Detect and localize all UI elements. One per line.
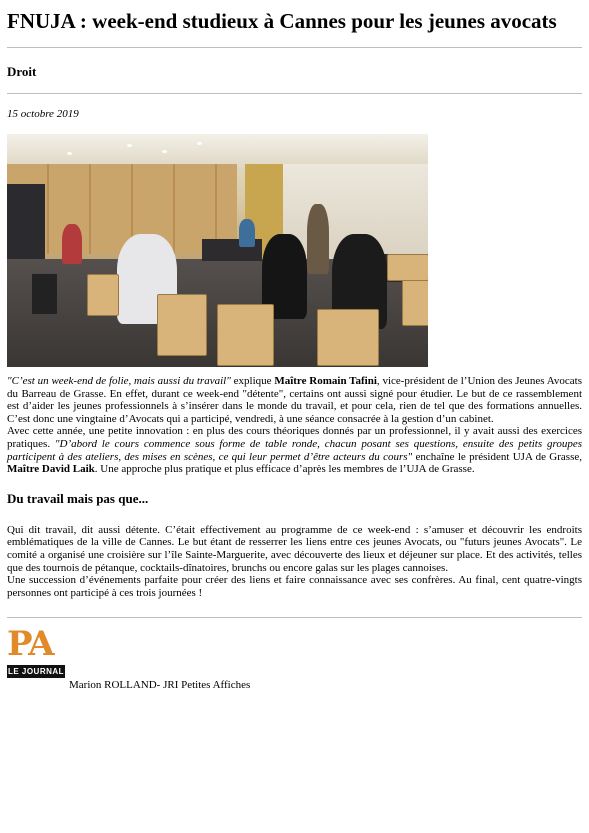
article-author: Marion ROLLAND- JRI Petites Affiches bbox=[69, 679, 251, 692]
article-photo bbox=[7, 134, 428, 367]
logo-bar: LE JOURNAL bbox=[7, 667, 65, 677]
petites-affiches-logo[interactable] bbox=[7, 625, 67, 683]
article-category[interactable]: Droit bbox=[7, 64, 37, 79]
section-heading: Du travail mais pas que... bbox=[7, 490, 149, 506]
section-paragraph-1: Qui dit travail, dit aussi détente. C’était effectivement au programme de ce week-end : s’amuser et découvrir les endroits emblématiques de la ville de Cannes. Le but étant de resserrer les liens entre ces jeunes Avocats, ou "futurs jeunes Avocats". Le comité a organisé une croisière sur l’île Sainte-Marguerite, avec découverte des lieux et déjeuner sur place. Et des activités, telles que des tournois de pétanque, cocktails-dînatoires, brunchs ou encore galas sur les plages cannoises. bbox=[7, 523, 582, 574]
divider bbox=[7, 93, 582, 94]
article-footer bbox=[7, 625, 582, 695]
article bbox=[7, 0, 582, 695]
article-title: FNUJA : week-end studieux à Cannes pour les jeunes avocats bbox=[7, 9, 557, 33]
intro-paragraph-1: "C’est un week-end de folie, mais aussi du travail" explique Maître Romain Tafini, vice-président de l’Union des Jeunes Avocats du Barreau de Grasse. En effet, durant ce week-end "détente", certains ont aussi signé pour étudier. Le but de ce rassemblement est d’aider les jeunes professionnels à s’insérer dans le monde du travail, et pour cela, rien de tel que des formations annuelles. C’est donc une vingtaine d’Avocats qui a participé, vendredi, à une séance consacrée à la gestion d’un cabinet. bbox=[7, 375, 582, 425]
section-paragraph-2: Une succession d’événements parfaite pour créer des liens et faire connaissance avec ses confrères. Au final, cent quatre-vingts personnes ont participé à ces trois journées ! bbox=[7, 574, 582, 599]
divider bbox=[7, 47, 582, 48]
article-date: 15 octobre 2019 bbox=[7, 108, 79, 120]
logo-letters: PA bbox=[7, 624, 53, 665]
divider bbox=[7, 617, 582, 618]
article-intro bbox=[7, 375, 582, 476]
section-body bbox=[7, 524, 582, 600]
intro-paragraph-2: Avec cette année, une petite innovation : en plus des cours théoriques donnés par un professionnel, il y avait aussi des exercices pratiques. "D’abord le cours commence sous forme de table ronde, chacun posant ses questions, ensuite des petits groupes participent à des ateliers, des mises en scènes, ce qui leur permet d’être acteurs du cours" enchaîne le président UJA de Grasse, Maître David Laik. Une approche plus pratique et plus efficace d’après les membres de l’UJA de Grasse. bbox=[7, 425, 582, 476]
person-name: Maître David Laik bbox=[7, 463, 95, 476]
person-name: Maître Romain Tafini bbox=[274, 375, 377, 387]
